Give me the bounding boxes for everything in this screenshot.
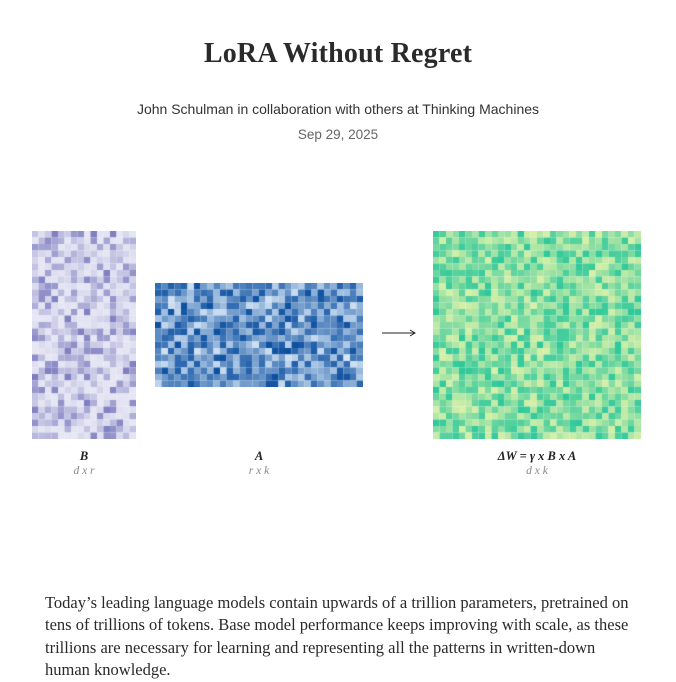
matrix-delta-w-heatmap xyxy=(433,231,641,439)
matrix-a-label xyxy=(179,450,339,477)
matrix-w-name: ΔW = γ x B x A xyxy=(497,449,577,463)
right-arrow-icon xyxy=(381,325,417,341)
matrix-b-dims: d x r xyxy=(73,464,95,477)
article-title: LoRA Without Regret xyxy=(203,38,473,69)
matrix-w-label xyxy=(457,450,617,477)
matrix-a-heatmap xyxy=(155,283,363,387)
matrix-a-name: A xyxy=(254,449,264,463)
matrix-b-name: B xyxy=(79,449,89,463)
author-line: John Schulman in collaboration with others at Thinking Machines xyxy=(136,101,540,117)
matrix-b-heatmap xyxy=(32,231,136,439)
matrix-b-label xyxy=(4,450,164,477)
publish-date: Sep 29, 2025 xyxy=(297,127,379,142)
matrix-w-dims: d x k xyxy=(526,464,548,477)
matrix-a-dims: r x k xyxy=(248,464,270,477)
intro-paragraph: Today’s leading language models contain upwards of a trillion parameters, pretrained on tens of trillions of tokens. Base model performance keeps improving with scale, as these trillions are necessary for learning and representing all the patterns in written-down human knowledge. xyxy=(45,592,629,679)
